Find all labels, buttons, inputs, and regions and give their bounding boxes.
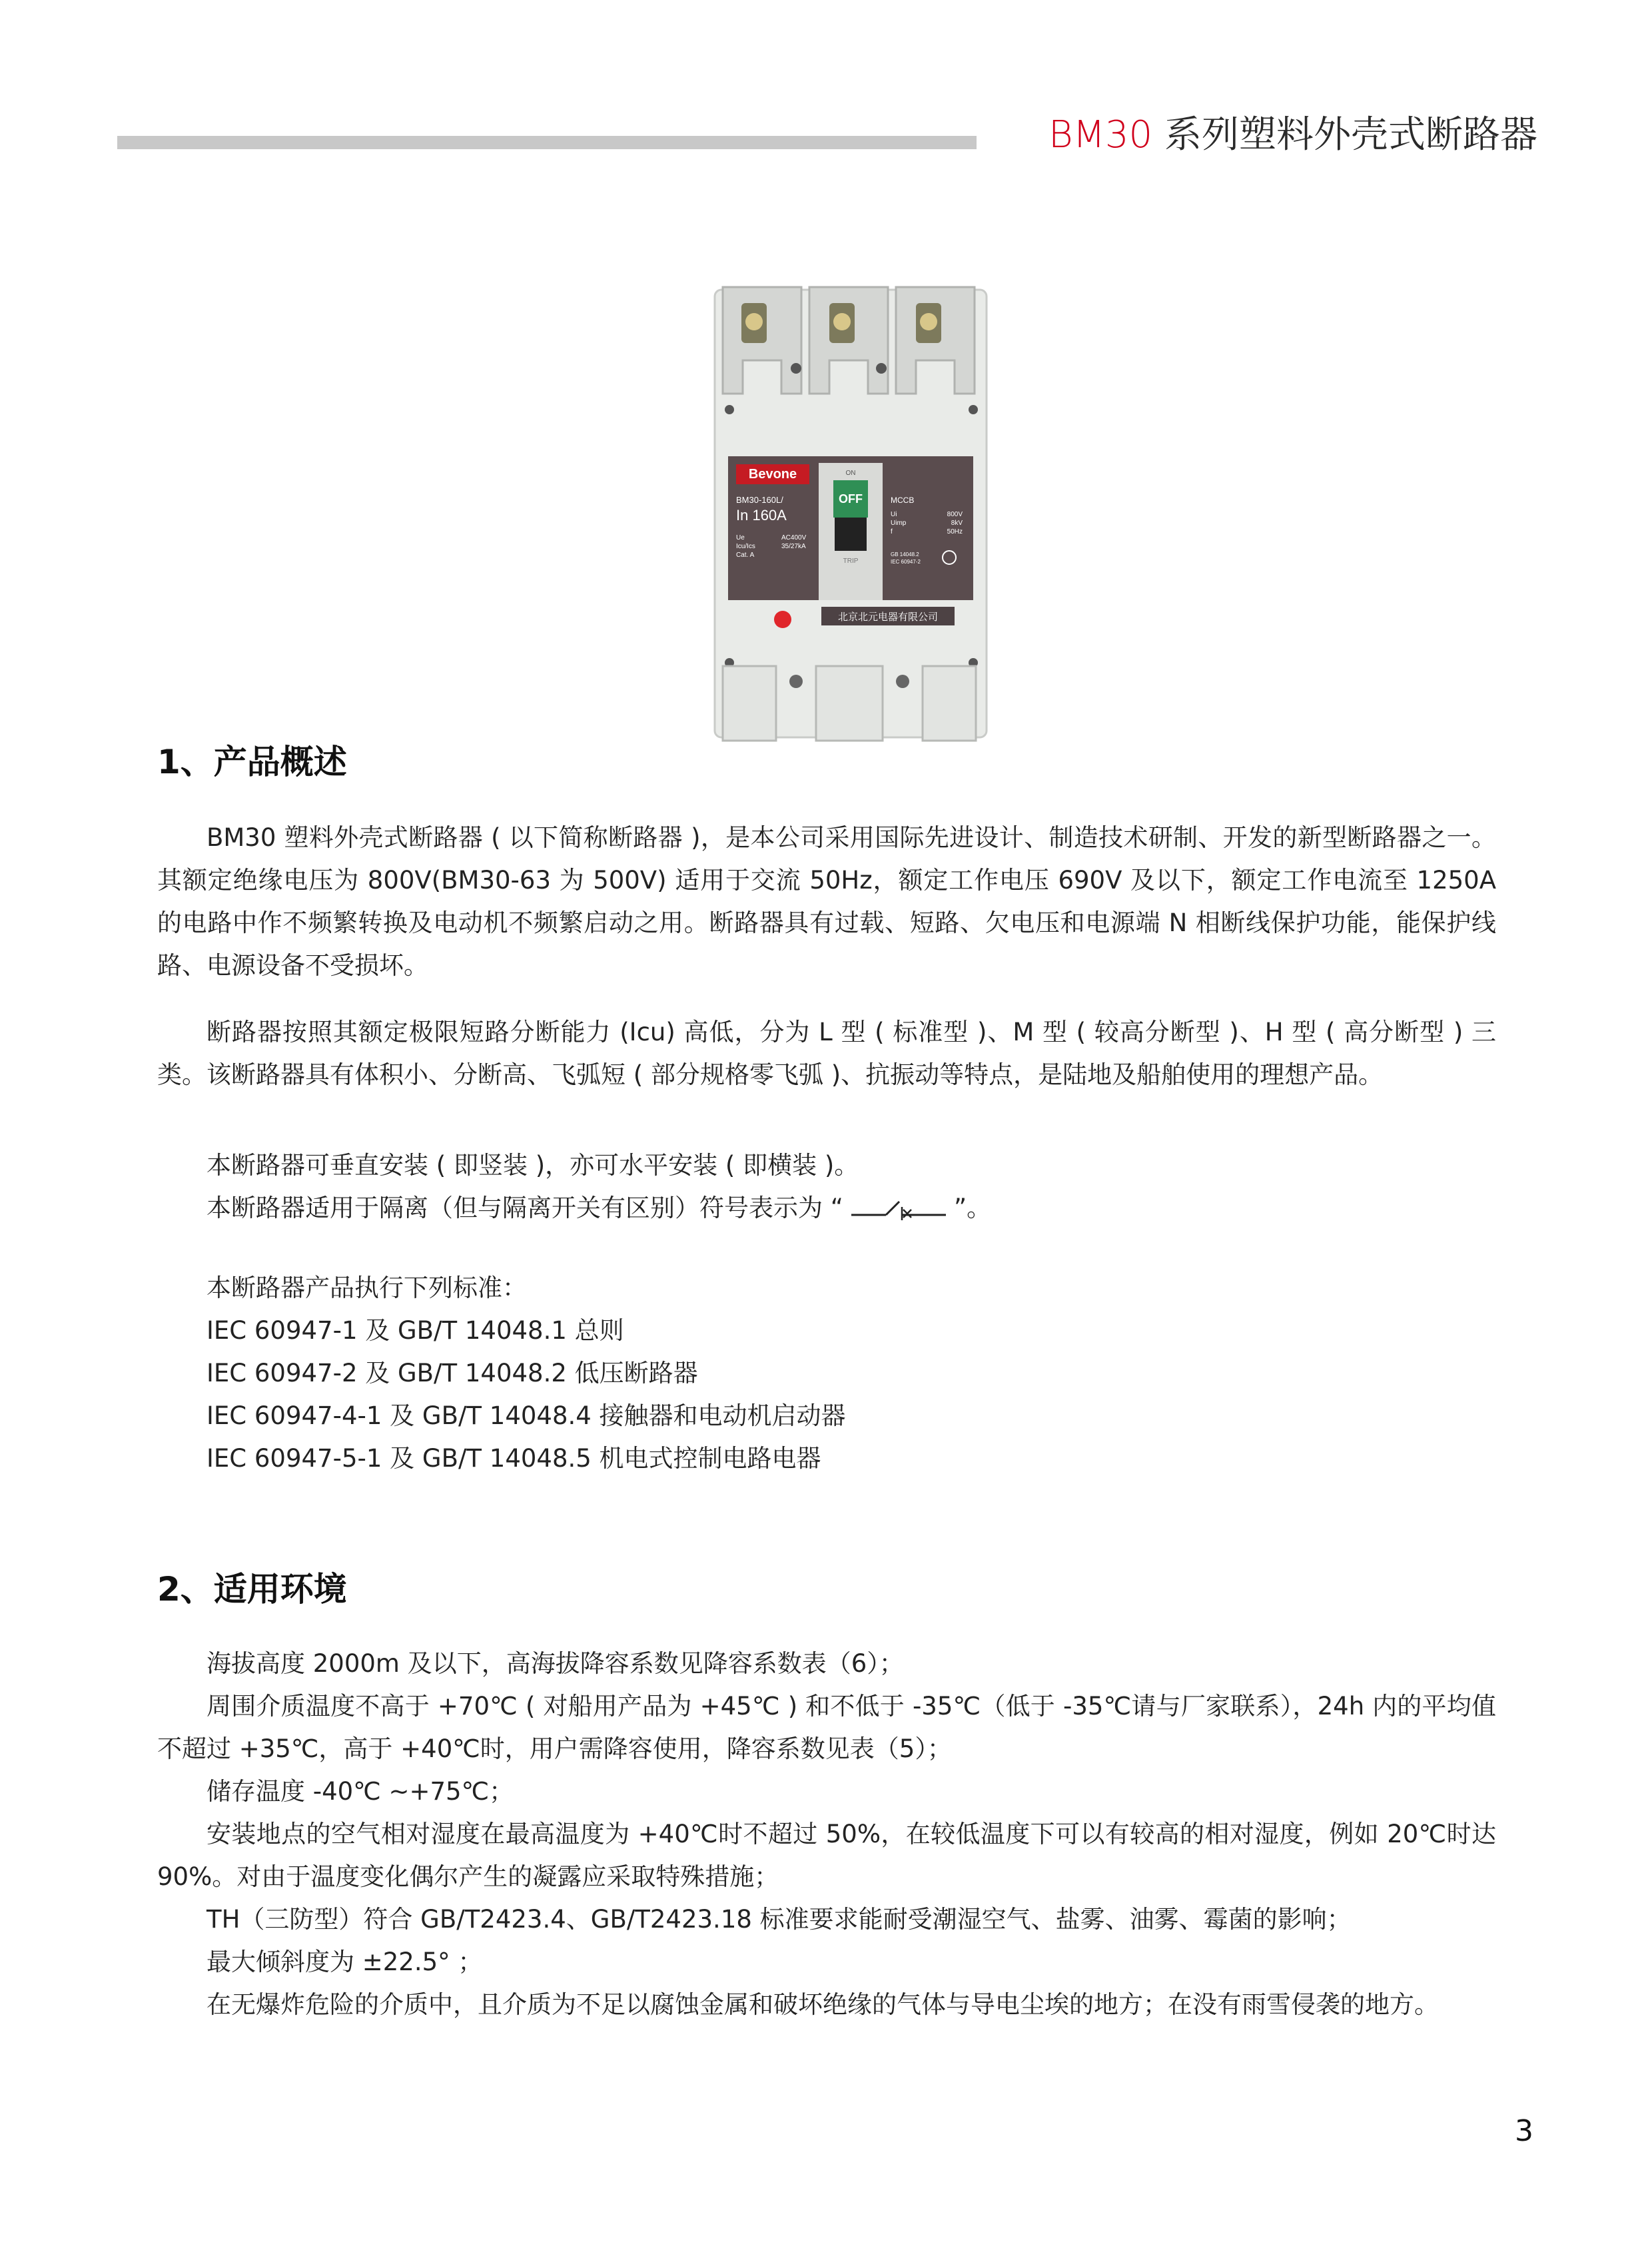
product-photo (709, 283, 992, 743)
manufacturer-label: 北京北元电器有限公司 (837, 611, 939, 623)
spec-gb: GB 14048.2 (891, 552, 919, 558)
isolation-symbol-icon (849, 1198, 949, 1222)
env-temperature: 周围介质温度不高于 +70℃ ( 对船用产品为 +45℃ ) 和不低于 -35℃（低于 -35℃请与厂家联系），24h 内的平均值不超过 +35℃，高于 +40℃时，用户需降容使用，降容系数见表（5）； (157, 1692, 1496, 1763)
spec-f-value: 50Hz (947, 528, 963, 536)
header-rule (117, 136, 977, 149)
section-2-heading: 2、适用环境 (157, 1570, 347, 1609)
env-medium: 在无爆炸危险的介质中，且介质为不足以腐蚀金属和破坏绝缘的气体与导电尘埃的地方；在没有雨雪侵袭的地方。 (206, 1990, 1439, 2019)
isolation-line-prefix: 本断路器适用于隔离（但与隔离开关有区别）符号表示为 “ (206, 1194, 843, 1222)
rating-label: In 160A (736, 507, 787, 524)
env-altitude: 海拔高度 2000m 及以下，高海拔降容系数见降容系数表（6）； (206, 1649, 904, 1678)
isolation-line-suffix: ”。 (953, 1194, 992, 1222)
switch-trip-label: TRIP (843, 558, 859, 565)
env-inclination: 最大倾斜度为 ±22.5° ； (206, 1948, 483, 1976)
model-label: BM30-160L/ (736, 495, 783, 505)
page-header-title (1048, 112, 1537, 159)
section-1-paragraph-1: BM30 塑料外壳式断路器 ( 以下简称断路器 )，是本公司采用国际先进设计、制造技术研制、开发的新型断路器之一。其额定绝缘电压为 800V(BM30-63 为 500V) 适用于交流 50Hz，额定工作电压 690V 及以下，额定工作电流至 1250A 的电路中作不频繁转换及电动机不频繁启动之用。断路器具有过载、短路、欠电压和电源端 N 相断线保护功能，能保护线路、电源设备不受损坏。 (157, 823, 1496, 980)
circuit-breaker-image (709, 283, 992, 743)
standard-item: IEC 60947-4-1 及 GB/T 14048.4 接触器和电动机启动器 (206, 1401, 846, 1430)
header-series-name: 系列塑料外壳式断路器 (1152, 113, 1537, 157)
spec-ue: Ue (736, 534, 745, 542)
standard-item: IEC 60947-5-1 及 GB/T 14048.5 机电式控制电路电器 (206, 1444, 821, 1473)
spec-ui: Ui (891, 511, 897, 518)
env-humidity: 安装地点的空气相对湿度在最高温度为 +40℃时不超过 50%，在较低温度下可以有较高的相对湿度，例如 20℃时达 90%。对由于温度变化偶尔产生的凝露应采取特殊措施； (157, 1820, 1496, 1891)
page-number: 3 (1515, 2114, 1533, 2148)
spec-ui-value: 800V (947, 511, 963, 518)
spec-icu-value: 35/27kA (781, 543, 806, 550)
switch-off-label: OFF (839, 492, 863, 506)
mccb-label: MCCB (891, 496, 915, 505)
env-th-type: TH（三防型）符合 GB/T2423.4、GB/T2423.18 标准要求能耐受潮湿空气、盐雾、油雾、霉菌的影响； (206, 1905, 1352, 1934)
section-1-heading: 1、产品概述 (157, 743, 347, 781)
standards-intro: 本断路器产品执行下列标准： (206, 1274, 527, 1302)
isolation-symbol-line (206, 1187, 991, 1230)
brand-logo-text: Bevone (748, 467, 797, 482)
standard-item: IEC 60947-2 及 GB/T 14048.2 低压断路器 (206, 1359, 698, 1387)
spec-icu: Icu/Ics (736, 543, 755, 550)
spec-f: f (891, 528, 893, 536)
spec-uimp-value: 8kV (951, 520, 963, 527)
section-1-paragraph-2: 断路器按照其额定极限短路分断能力 (Icu) 高低，分为 L 型 ( 标准型 )、M 型 ( 较高分断型 )、H 型 ( 高分断型 ) 三类。该断路器具有体积小、分断高、飞弧短 ( 部分规格零飞弧 )、抗振动等特点，是陆地及船舶使用的理想产品。 (157, 1018, 1496, 1089)
spec-cat: Cat. A (736, 552, 755, 559)
env-storage: 储存温度 -40℃ ~+75℃； (206, 1777, 514, 1806)
standard-item: IEC 60947-1 及 GB/T 14048.1 总则 (206, 1316, 624, 1345)
header-model-code: BM30 (1048, 113, 1153, 157)
install-orientation-line: 本断路器可垂直安装 ( 即竖装 )，亦可水平安装 ( 即横装 )。 (206, 1151, 859, 1180)
spec-ue-value: AC400V (781, 534, 807, 542)
spec-iec: IEC 60947-2 (891, 559, 921, 565)
spec-uimp: Uimp (891, 520, 907, 527)
switch-on-label: ON (845, 470, 856, 477)
